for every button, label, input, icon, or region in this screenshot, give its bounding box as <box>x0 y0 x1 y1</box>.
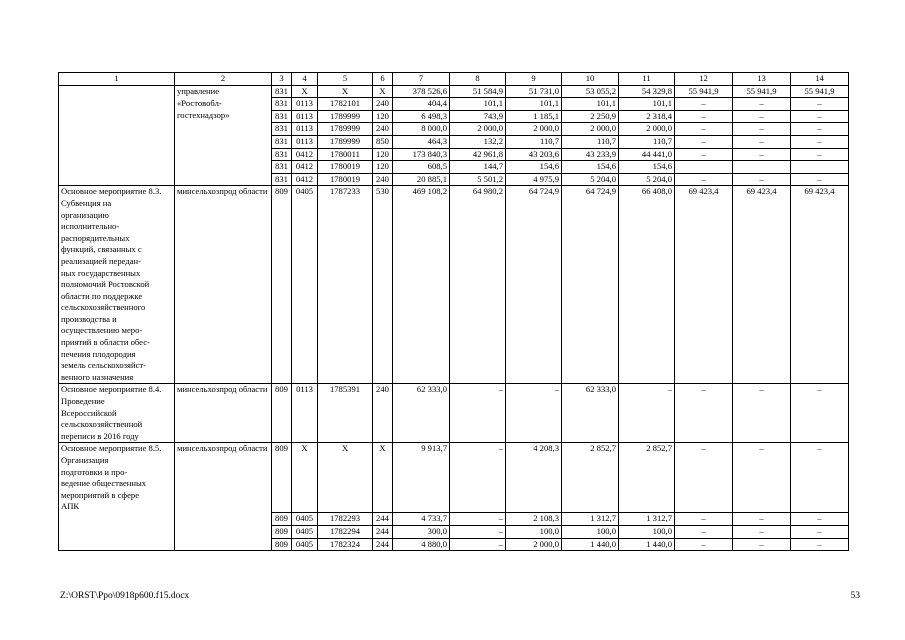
table-cell: Х <box>373 85 393 98</box>
column-header: 4 <box>292 73 318 86</box>
executor-cell <box>175 526 272 539</box>
table-cell: 1 440,0 <box>619 538 675 551</box>
table-cell: 240 <box>373 98 393 111</box>
table-row <box>59 538 849 551</box>
table-cell: – <box>791 538 849 551</box>
table-cell: – <box>733 98 791 111</box>
table-cell: – <box>675 384 733 443</box>
table-cell: 2 000,0 <box>562 123 619 136</box>
table-cell: 0113 <box>292 98 318 111</box>
table-cell: – <box>675 135 733 148</box>
table-cell: 0412 <box>292 148 318 161</box>
measure-name-cell <box>59 513 175 526</box>
table-cell: – <box>675 148 733 161</box>
table-cell: – <box>733 384 791 443</box>
column-header: 7 <box>393 73 450 86</box>
table-cell: 530 <box>373 186 393 384</box>
table-cell: – <box>791 443 849 513</box>
table-cell: 51 584,9 <box>450 85 506 98</box>
table-cell: – <box>675 443 733 513</box>
table-cell: 0405 <box>292 186 318 384</box>
table-cell: 5 204,0 <box>619 173 675 186</box>
table-cell: – <box>675 513 733 526</box>
table-row <box>59 526 849 539</box>
table-cell: – <box>791 173 849 186</box>
table-cell: 132,2 <box>450 135 506 148</box>
table-cell: 101,1 <box>562 98 619 111</box>
table-cell: 69 423,4 <box>791 186 849 384</box>
table-cell: 850 <box>373 135 393 148</box>
column-header: 14 <box>791 73 849 86</box>
table-cell: 43 203,6 <box>506 148 562 161</box>
table-row <box>59 85 849 98</box>
table-cell <box>791 161 849 174</box>
table-cell: 5 204,0 <box>562 173 619 186</box>
table-cell: 1780019 <box>318 173 373 186</box>
table-cell: – <box>450 526 506 539</box>
table-cell: 55 941,9 <box>791 85 849 98</box>
table-cell: 43 233,9 <box>562 148 619 161</box>
table-cell: 809 <box>272 526 292 539</box>
table-cell: – <box>675 98 733 111</box>
table-cell: Х <box>292 443 318 513</box>
table-cell: – <box>791 135 849 148</box>
measure-name-cell <box>59 110 175 123</box>
table-row <box>59 443 849 513</box>
table-cell: 64 980,2 <box>450 186 506 384</box>
measure-name-cell <box>59 135 175 148</box>
table-cell: 240 <box>373 384 393 443</box>
table-cell: – <box>733 443 791 513</box>
table-cell: 62 333,0 <box>393 384 450 443</box>
executor-cell <box>175 123 272 136</box>
table-cell: 809 <box>272 513 292 526</box>
table-cell: 0113 <box>292 384 318 443</box>
table-row <box>59 98 849 111</box>
table-cell: 110,7 <box>619 135 675 148</box>
table-cell: 120 <box>373 148 393 161</box>
measure-name-cell: Основное мероприятие 8.4. Проведение Всероссийской сельскохозяйственной переписи в 2016 году <box>59 384 175 443</box>
table-cell: 809 <box>272 186 292 384</box>
table-cell: 1787233 <box>318 186 373 384</box>
table-cell: 101,1 <box>506 98 562 111</box>
table-cell: – <box>675 110 733 123</box>
table-cell: 2 000,0 <box>506 538 562 551</box>
column-header: 2 <box>175 73 272 86</box>
table-cell: 2 852,7 <box>619 443 675 513</box>
executor-cell: минсельхозпрод области <box>175 443 272 513</box>
table-cell: – <box>733 110 791 123</box>
table-row <box>59 384 849 443</box>
table-cell: 244 <box>373 513 393 526</box>
table-cell: – <box>733 173 791 186</box>
table-cell: 2 318,4 <box>619 110 675 123</box>
table-cell: 0412 <box>292 161 318 174</box>
table-cell: 101,1 <box>619 98 675 111</box>
table-cell: 2 000,0 <box>450 123 506 136</box>
table-cell: 44 441,0 <box>619 148 675 161</box>
table-cell: 62 333,0 <box>562 384 619 443</box>
table-cell: 0113 <box>292 110 318 123</box>
column-header: 8 <box>450 73 506 86</box>
table-cell: 100,0 <box>506 526 562 539</box>
table-cell: – <box>675 526 733 539</box>
table-cell: 144,7 <box>450 161 506 174</box>
table-cell: 464,3 <box>393 135 450 148</box>
table-cell: – <box>791 513 849 526</box>
table-cell: 120 <box>373 110 393 123</box>
column-header: 11 <box>619 73 675 86</box>
table-cell: 1 312,7 <box>619 513 675 526</box>
executor-cell: минсельхозпрод области <box>175 384 272 443</box>
executor-cell: гостехнадзор» <box>175 110 272 123</box>
table-cell: – <box>791 384 849 443</box>
table-cell: – <box>506 384 562 443</box>
table-cell: – <box>733 513 791 526</box>
table-cell: 64 724,9 <box>506 186 562 384</box>
measure-name-cell <box>59 161 175 174</box>
table-cell: 154,6 <box>619 161 675 174</box>
table-cell: 831 <box>272 110 292 123</box>
table-body <box>59 85 849 551</box>
table-cell: 0113 <box>292 135 318 148</box>
table-cell: 0405 <box>292 513 318 526</box>
measure-name-cell <box>59 526 175 539</box>
page-number: 53 <box>850 591 860 601</box>
table-cell: 20 885,1 <box>393 173 450 186</box>
table-cell: – <box>733 135 791 148</box>
executor-cell: «Ростовобл- <box>175 98 272 111</box>
table-cell: 831 <box>272 85 292 98</box>
table-cell: 0113 <box>292 123 318 136</box>
table-cell: – <box>791 148 849 161</box>
executor-cell <box>175 538 272 551</box>
table-row <box>59 161 849 174</box>
column-header: 5 <box>318 73 373 86</box>
table-cell: – <box>450 513 506 526</box>
table-row <box>59 513 849 526</box>
measure-name-cell: Основное мероприятие 8.5. Организация подготовки и про- ведение общественных мероприятий в сфере АПК <box>59 443 175 513</box>
executor-cell <box>175 161 272 174</box>
table-cell: 55 941,9 <box>733 85 791 98</box>
table-cell: 0405 <box>292 526 318 539</box>
table-cell: 6 498,3 <box>393 110 450 123</box>
table-cell: Х <box>318 85 373 98</box>
table-cell: 4 208,3 <box>506 443 562 513</box>
table-cell: 1 440,0 <box>562 538 619 551</box>
table-cell: 1789999 <box>318 123 373 136</box>
measure-name-cell <box>59 173 175 186</box>
executor-cell <box>175 135 272 148</box>
table-cell: 4 880,0 <box>393 538 450 551</box>
table-cell: – <box>733 148 791 161</box>
table-cell: 1 312,7 <box>562 513 619 526</box>
table-cell: 0405 <box>292 538 318 551</box>
measure-name-cell <box>59 123 175 136</box>
table-cell: 66 408,0 <box>619 186 675 384</box>
table-cell: 51 731,0 <box>506 85 562 98</box>
table-cell: 244 <box>373 538 393 551</box>
table-cell: Х <box>292 85 318 98</box>
column-header: 1 <box>59 73 175 86</box>
executor-cell <box>175 148 272 161</box>
table-cell: 120 <box>373 161 393 174</box>
measure-name-cell <box>59 148 175 161</box>
file-path: Z:\ORST\Ppo\0918p600.f15.docx <box>60 591 190 601</box>
table-cell: – <box>675 538 733 551</box>
table-cell: 1780019 <box>318 161 373 174</box>
table-cell: 110,7 <box>562 135 619 148</box>
column-header: 9 <box>506 73 562 86</box>
table-cell: 831 <box>272 161 292 174</box>
table-cell: – <box>450 443 506 513</box>
executor-cell: минсельхозпрод области <box>175 186 272 384</box>
table-cell: 154,6 <box>506 161 562 174</box>
table-cell: 743,9 <box>450 110 506 123</box>
table-cell: – <box>791 526 849 539</box>
table-cell: – <box>450 384 506 443</box>
table-cell: 100,0 <box>562 526 619 539</box>
table-cell: 831 <box>272 148 292 161</box>
table-cell: 55 941,9 <box>675 85 733 98</box>
table-cell <box>675 161 733 174</box>
table-cell: 300,0 <box>393 526 450 539</box>
column-number-row <box>59 73 849 86</box>
executor-cell <box>175 513 272 526</box>
table-cell: 1782293 <box>318 513 373 526</box>
table-cell: – <box>733 123 791 136</box>
table-cell: 9 913,7 <box>393 443 450 513</box>
table-cell: – <box>675 173 733 186</box>
column-header: 3 <box>272 73 292 86</box>
table-cell: 2 250,9 <box>562 110 619 123</box>
table-cell: 404,4 <box>393 98 450 111</box>
table-cell: Х <box>373 443 393 513</box>
table-cell: 110,7 <box>506 135 562 148</box>
table-cell: 42 961,8 <box>450 148 506 161</box>
table-cell: 608,5 <box>393 161 450 174</box>
column-header: 12 <box>675 73 733 86</box>
measure-name-cell: Основное мероприятие 8.3. Субвенция на организацию исполнительно- распорядительных функций, связанных с реализацией передан- ных государственных полномочий Ростовской области по поддержке сельскохозяйственного производства и осуществлению меро- приятий в области обес- печения плодородия земель сельскохозяйст- венного назначения <box>59 186 175 384</box>
table-cell: 154,6 <box>562 161 619 174</box>
table-cell <box>733 161 791 174</box>
table-cell: 69 423,4 <box>733 186 791 384</box>
executor-cell <box>175 173 272 186</box>
table-cell: 0412 <box>292 173 318 186</box>
table-cell: 831 <box>272 123 292 136</box>
executor-cell: управление <box>175 85 272 98</box>
table-cell: 1782101 <box>318 98 373 111</box>
table-cell: – <box>791 98 849 111</box>
table-cell: 831 <box>272 173 292 186</box>
column-header: 13 <box>733 73 791 86</box>
table-cell: 1782294 <box>318 526 373 539</box>
measure-name-cell <box>59 98 175 111</box>
measure-name-cell <box>59 85 175 98</box>
table-cell: 1 185,1 <box>506 110 562 123</box>
table-cell: 69 423,4 <box>675 186 733 384</box>
table-cell: 8 000,0 <box>393 123 450 136</box>
table-cell: 2 852,7 <box>562 443 619 513</box>
budget-table <box>58 72 849 551</box>
table-cell: 831 <box>272 135 292 148</box>
table-cell: 469 108,2 <box>393 186 450 384</box>
table-cell: 4 733,7 <box>393 513 450 526</box>
table-cell: 53 055,2 <box>562 85 619 98</box>
table-cell: 809 <box>272 443 292 513</box>
table-cell: 1789999 <box>318 135 373 148</box>
table-cell: 240 <box>373 123 393 136</box>
table-cell: – <box>675 123 733 136</box>
table-cell: 809 <box>272 384 292 443</box>
table-row <box>59 135 849 148</box>
table-cell: 100,0 <box>619 526 675 539</box>
table-cell: – <box>791 123 849 136</box>
table-cell: 4 975,9 <box>506 173 562 186</box>
column-header: 6 <box>373 73 393 86</box>
table-row <box>59 110 849 123</box>
table-cell: 2 000,0 <box>506 123 562 136</box>
table-row <box>59 123 849 136</box>
table-cell: 831 <box>272 98 292 111</box>
table-cell: 173 840,3 <box>393 148 450 161</box>
table-cell: 378 526,6 <box>393 85 450 98</box>
table-cell: – <box>733 526 791 539</box>
table-row <box>59 173 849 186</box>
table-cell: 54 329,8 <box>619 85 675 98</box>
table-cell: 240 <box>373 173 393 186</box>
table-cell: Х <box>318 443 373 513</box>
table-cell: 64 724,9 <box>562 186 619 384</box>
table-cell: 101,1 <box>450 98 506 111</box>
table-cell: 1780011 <box>318 148 373 161</box>
table-cell: 5 501,2 <box>450 173 506 186</box>
table-cell: 2 000,0 <box>619 123 675 136</box>
table-cell: 2 108,3 <box>506 513 562 526</box>
table-cell: 1789999 <box>318 110 373 123</box>
table-row <box>59 148 849 161</box>
table-row <box>59 186 849 384</box>
table-cell: 244 <box>373 526 393 539</box>
table-cell: 1782324 <box>318 538 373 551</box>
table-cell: 1785391 <box>318 384 373 443</box>
table-cell: – <box>619 384 675 443</box>
table-cell: – <box>450 538 506 551</box>
table-cell: – <box>791 110 849 123</box>
measure-name-cell <box>59 538 175 551</box>
column-header: 10 <box>562 73 619 86</box>
table-cell: – <box>733 538 791 551</box>
table-cell: 809 <box>272 538 292 551</box>
